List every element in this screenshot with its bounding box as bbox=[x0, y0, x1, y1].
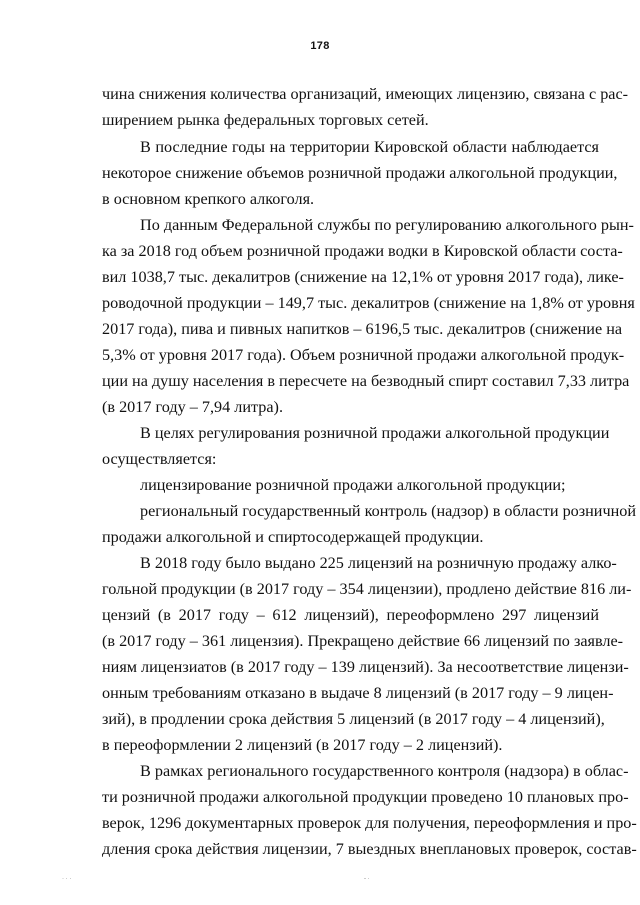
scan-artifact: - · bbox=[364, 876, 370, 882]
text-line: верок, 1296 документарных проверок для получения, переоформления и про- bbox=[102, 814, 637, 832]
text-line: ширением рынка федеральных торговых сетей. bbox=[102, 111, 429, 129]
text-line: лицензирование розничной продажи алкогольной продукции; bbox=[140, 476, 566, 494]
text-line: ции на душу населения в пересчете на безводный спирт составил 7,33 литра bbox=[102, 372, 630, 390]
text-line: региональный государственный контроль (надзор) в области розничной bbox=[140, 502, 637, 520]
text-line: дления срока действия лицензии, 7 выездных внеплановых проверок, состав- bbox=[102, 840, 637, 858]
scan-artifact: · · · bbox=[62, 876, 72, 882]
text-line: в основном крепкого алкоголя. bbox=[102, 190, 315, 208]
text-line: 2017 года), пива и пивных напитков – 6196,5 тыс. декалитров (снижение на bbox=[102, 320, 623, 338]
text-line: продажи алкогольной и спиртосодержащей продукции. bbox=[102, 528, 484, 546]
text-line: чина снижения количества организаций, имеющих лицензию, связана с рас- bbox=[102, 85, 629, 103]
text-line: (в 2017 году – 361 лицензия). Прекращено действие 66 лицензий по заявле- bbox=[102, 632, 624, 650]
page-number: 178 bbox=[310, 40, 330, 52]
text-line: ниям лицензиатов (в 2017 году – 139 лицензий). За несоответствие лицензи- bbox=[102, 658, 629, 676]
text-line: онным требованиям отказано в выдаче 8 лицензий (в 2017 году – 9 лицен- bbox=[102, 684, 614, 702]
text-line: зий), в продлении срока действия 5 лицензий (в 2017 году – 4 лицензий), bbox=[102, 710, 605, 728]
text-line: роводочной продукции – 149,7 тыс. декалитров (снижение на 1,8% от уровня bbox=[102, 294, 635, 312]
text-line: ка за 2018 год объем розничной продажи водки в Кировской области соста- bbox=[102, 242, 623, 260]
text-line: ти розничной продажи алкогольной продукции проведено 10 плановых про- bbox=[102, 788, 629, 806]
text-line: В 2018 году было выдано 225 лицензий на розничную продажу алко- bbox=[140, 554, 617, 572]
text-line: 5,3% от уровня 2017 года). Объем розничной продажи алкогольной продук- bbox=[102, 346, 625, 364]
text-line: гольной продукции (в 2017 году – 354 лицензии), продлено действие 816 ли- bbox=[102, 580, 632, 598]
text-line: (в 2017 году – 7,94 литра). bbox=[102, 398, 283, 416]
text-line: В рамках регионального государственного контроля (надзора) в облас- bbox=[140, 762, 629, 780]
text-line: По данным Федеральной службы по регулированию алкогольного рын- bbox=[140, 216, 634, 234]
text-line: некоторое снижение объемов розничной продажи алкогольной продукции, bbox=[102, 164, 618, 182]
text-line: В целях регулирования розничной продажи алкогольной продукции bbox=[140, 424, 610, 442]
text-line: В последние годы на территории Кировской области наблюдается bbox=[140, 138, 599, 156]
text-line: вил 1038,7 тыс. декалитров (снижение на 12,1% от уровня 2017 года), лике- bbox=[102, 268, 624, 286]
text-line: в переоформлении 2 лицензий (в 2017 году – 2 лицензий). bbox=[102, 736, 503, 754]
text-line: осуществляется: bbox=[102, 450, 217, 468]
text-line: цензий (в 2017 году – 612 лицензий), переоформлено 297 лицензий bbox=[102, 606, 599, 624]
